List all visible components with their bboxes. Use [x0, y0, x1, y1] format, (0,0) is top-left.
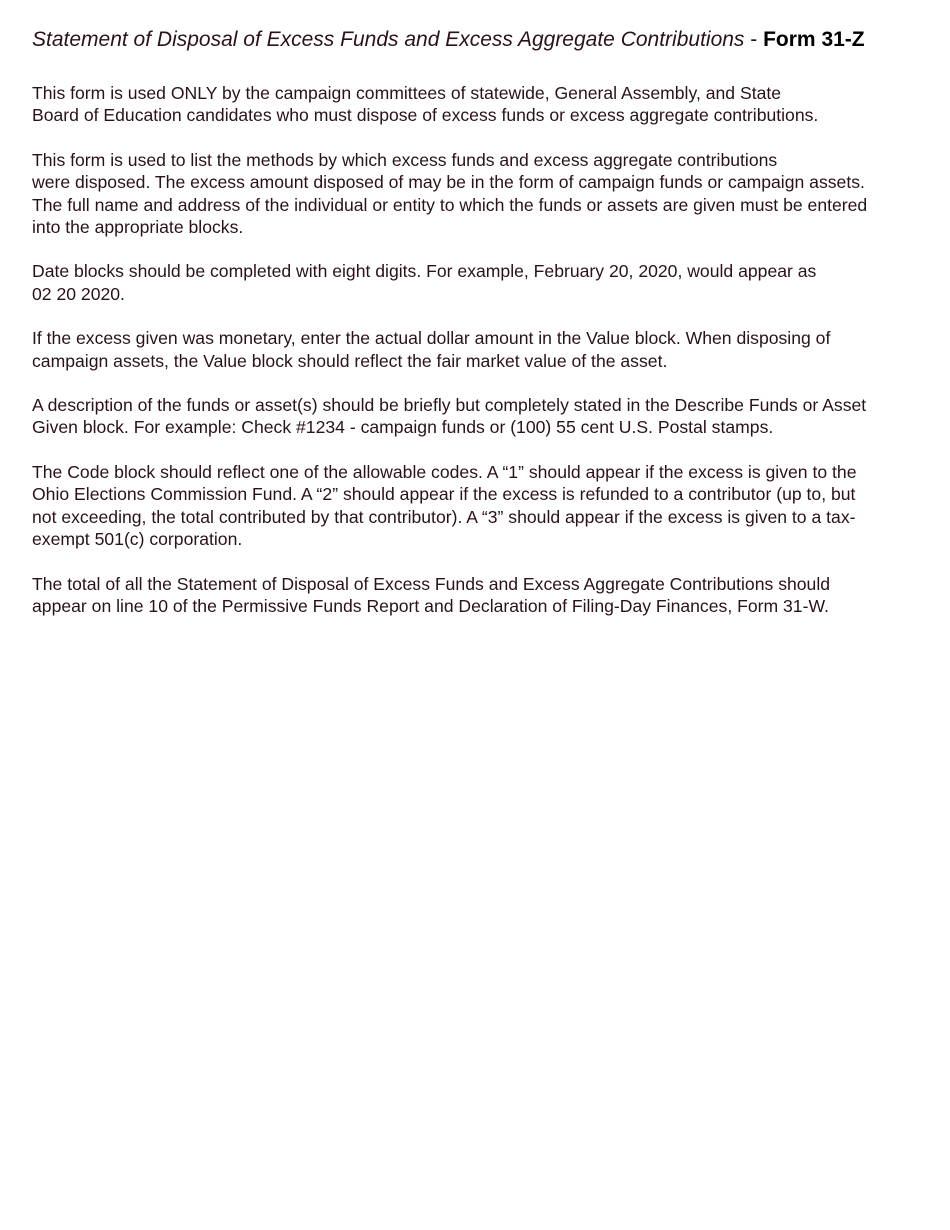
paragraph-line: not exceeding, the total contributed by that contributor). A “3” should appear if the excess is given to a tax- [32, 506, 856, 527]
paragraph-line: Given block. For example: Check #1234 - campaign funds or (100) 55 cent U.S. Postal stamps. [32, 417, 774, 438]
paragraph-line: Date blocks should be completed with eight digits. For example, February 20, 2020, would appear as [32, 261, 817, 282]
title-statement-name: Statement of Disposal of Excess Funds and Excess Aggregate Contributions [32, 28, 745, 51]
paragraph-line: This form is used ONLY by the campaign committees of statewide, General Assembly, and State [32, 83, 782, 103]
paragraph-line: The Code block should reflect one of the allowable codes. A “1” should appear if the excess is given to the [32, 461, 857, 482]
instructions-page [32, 26, 922, 639]
paragraph-line: The full name and address of the individual or entity to which the funds or assets are given must be entered [32, 194, 868, 215]
paragraph-line: into the appropriate blocks. [32, 217, 244, 238]
paragraph-line: Board of Education candidates who must dispose of excess funds or excess aggregate contributions. [32, 105, 819, 126]
paragraph-eligibility [32, 82, 922, 127]
paragraph-code-block [32, 461, 922, 551]
paragraph-line: appear on line 10 of the Permissive Funds Report and Declaration of Filing-Day Finances, Form 31-W. [32, 595, 829, 616]
paragraph-line: Ohio Elections Commission Fund. A “2” should appear if the excess is refunded to a contributor (up to, but [32, 484, 856, 505]
paragraph-total [32, 573, 922, 618]
paragraph-line: This form is used to list the methods by which excess funds and excess aggregate contributions [32, 149, 778, 170]
paragraph-line: The total of all the Statement of Disposal of Excess Funds and Excess Aggregate Contributions should [32, 573, 831, 594]
paragraph-line: A description of the funds or asset(s) should be briefly but completely stated in the Describe Funds or Asset [32, 395, 867, 416]
paragraph-line: campaign assets, the Value block should reflect the fair market value of the asset. [32, 350, 668, 371]
paragraph-line: exempt 501(c) corporation. [32, 529, 243, 550]
paragraph-line: If the excess given was monetary, enter the actual dollar amount in the Value block. When disposing of [32, 328, 831, 349]
title-form-number: Form 31-Z [763, 28, 865, 51]
instructions-body [32, 82, 922, 617]
paragraph-purpose [32, 149, 922, 239]
paragraph-line: 02 20 2020. [32, 283, 125, 304]
paragraph-date-format [32, 260, 922, 305]
paragraph-value-block [32, 327, 922, 372]
paragraph-describe-block [32, 394, 922, 439]
page-title [32, 26, 922, 54]
paragraph-line: were disposed. The excess amount disposed of may be in the form of campaign funds or campaign assets. [32, 172, 865, 193]
title-separator: - [744, 28, 764, 51]
